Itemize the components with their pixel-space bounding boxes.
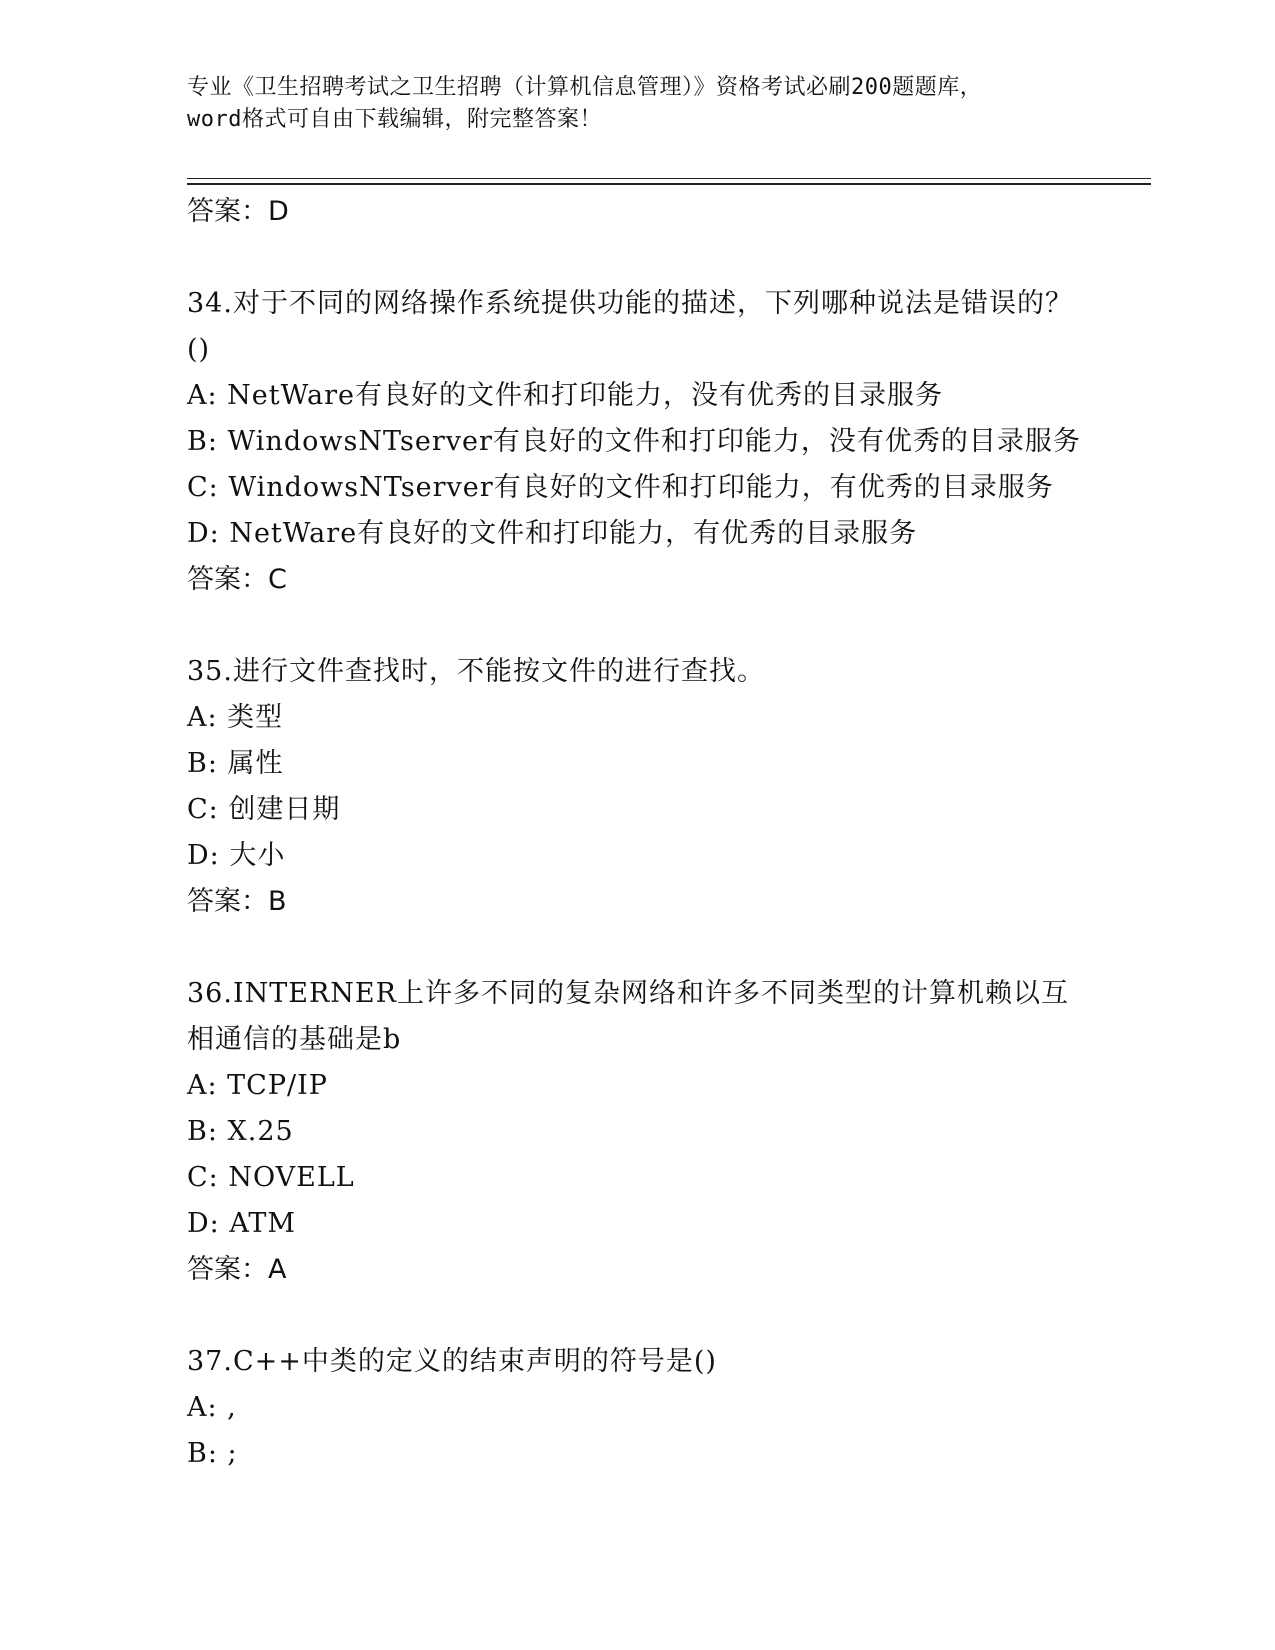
option-a: A: , xyxy=(187,1392,237,1423)
option-b: B: 属性 xyxy=(187,748,284,779)
answer-line: 答案：C xyxy=(187,564,287,595)
spacer xyxy=(187,1293,1107,1339)
option-a: A: NetWare有良好的文件和打印能力，没有优秀的目录服务 xyxy=(187,380,944,411)
header-title-line-1: 专业《卫生招聘考试之卫生招聘（计算机信息管理）》资格考试必刷200题题库， xyxy=(187,75,983,100)
option-d: D: 大小 xyxy=(187,840,286,871)
question-stem: 35.进行文件查找时，不能按文件的进行查找。 xyxy=(187,656,765,687)
option-a: A: TCP/IP xyxy=(187,1070,328,1101)
header-divider-thin xyxy=(187,178,1151,179)
option-b: B: WindowsNTserver有良好的文件和打印能力，没有优秀的目录服务 xyxy=(187,426,1081,457)
option-d: D: ATM xyxy=(187,1208,297,1239)
option-c: C: 创建日期 xyxy=(187,794,341,825)
option-c: C: NOVELL xyxy=(187,1162,355,1193)
header-title-line-2: word格式可自由下载编辑，附完整答案！ xyxy=(187,107,602,132)
question-stem: 36.INTERNER上许多不同的复杂网络和许多不同类型的计算机赖以互相通信的基础是b xyxy=(187,978,1069,1055)
spacer xyxy=(187,235,1107,281)
spacer xyxy=(187,925,1107,971)
question-list xyxy=(187,189,1107,1477)
question-35 xyxy=(187,649,1107,925)
option-b: B: ; xyxy=(187,1438,238,1469)
header-divider-thick xyxy=(187,183,1151,185)
question-36 xyxy=(187,971,1107,1293)
option-b: B: X.25 xyxy=(187,1116,294,1147)
answer-line: 答案：B xyxy=(187,886,287,917)
option-d: D: NetWare有良好的文件和打印能力，有优秀的目录服务 xyxy=(187,518,918,549)
question-stem: 37.C++中类的定义的结束声明的符号是() xyxy=(187,1346,717,1377)
option-a: A: 类型 xyxy=(187,702,284,733)
answer-line: 答案：A xyxy=(187,1254,287,1285)
option-c: C: WindowsNTserver有良好的文件和打印能力，有优秀的目录服务 xyxy=(187,472,1054,503)
question-34 xyxy=(187,281,1107,603)
spacer xyxy=(187,603,1107,649)
document-header xyxy=(187,72,1087,136)
question-37 xyxy=(187,1339,1107,1477)
question-stem: 34.对于不同的网络操作系统提供功能的描述，下列哪种说法是错误的？() xyxy=(187,288,1073,365)
previous-answer: 答案：D xyxy=(187,196,289,227)
